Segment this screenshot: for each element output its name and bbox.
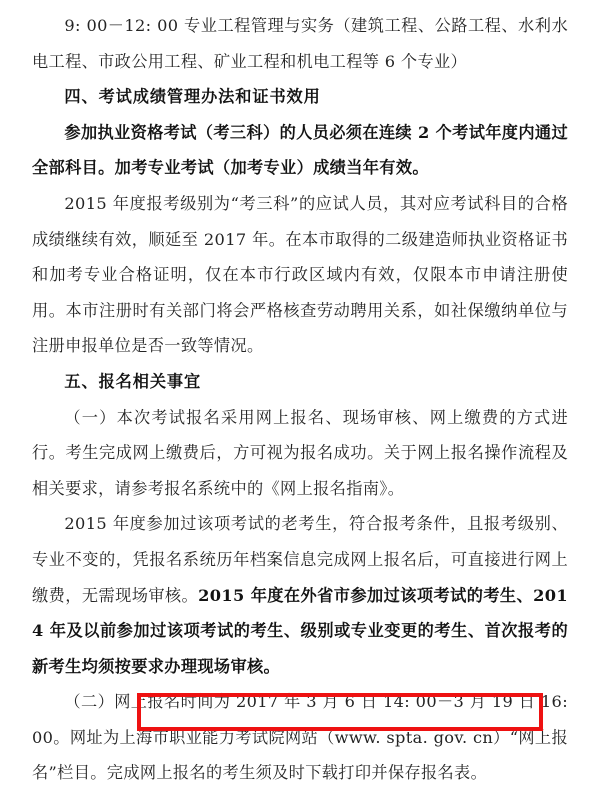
old-candidates-bold-segment: 2015 年度在外省市参加过该项考试的考生、2014 年及以前参加过该项考试的考生、级别或专业变更的考生、首次报考的新考生均须按要求办理现场审核。 (32, 585, 569, 676)
old-candidates-paragraph (32, 506, 568, 684)
old-candidates-normal-segment: 2015 年度参加过该项考试的老考生，符合报考条件，且报考级别、专业不变的，凭报名系统历年档案信息完成网上报名后，可直接进行网上缴费，无需现场审核。 (32, 514, 568, 605)
section-heading-five: 五、报名相关事宜 (64, 371, 202, 391)
document-body (32, 0, 568, 791)
registration-method-paragraph: （一）本次考试报名采用网上报名、现场审核、网上缴费的方式进行。考生完成网上缴费后，方可视为报名成功。关于网上报名操作流程及相关要求，请参考报名系统中的《网上报名指南》。 (32, 407, 568, 498)
schedule-line-paragraph: 9: 00－12: 00 专业工程管理与实务（建筑工程、公路工程、水利水电工程、市政公用工程、矿业工程和机电工程等 6 个专业） (32, 16, 568, 71)
section-heading-four: 四、考试成绩管理办法和证书效用 (64, 87, 321, 107)
registration-time-paragraph: （二）网上报名时间为 2017 年 3 月 6 日 14: 00－3 月 19 日 16: 00。网址为上海市职业能力考试院网站（www. spta. gov. cn）“网上报名”栏目。完成网上报名的考生须及时下载打印并保存报名表。 (32, 692, 568, 783)
score-validity-paragraph: 2015 年度报考级别为“考三科”的应试人员，其对应考试科目的合格成绩继续有效，顺延至 2017 年。在本市取得的二级建造师执业资格证书和加考专业合格证明，仅在本市行政区域内有效，仅限本市申请注册使用。本市注册时有关部门将会严格核查劳动聘用关系，如社保缴纳单位与注册申报单位是否一致等情况。 (32, 193, 568, 356)
exam-cycle-paragraph: 参加执业资格考试（考三科）的人员必须在连续 2 个考试年度内通过全部科目。加考专业考试（加考专业）成绩当年有效。 (32, 122, 568, 178)
